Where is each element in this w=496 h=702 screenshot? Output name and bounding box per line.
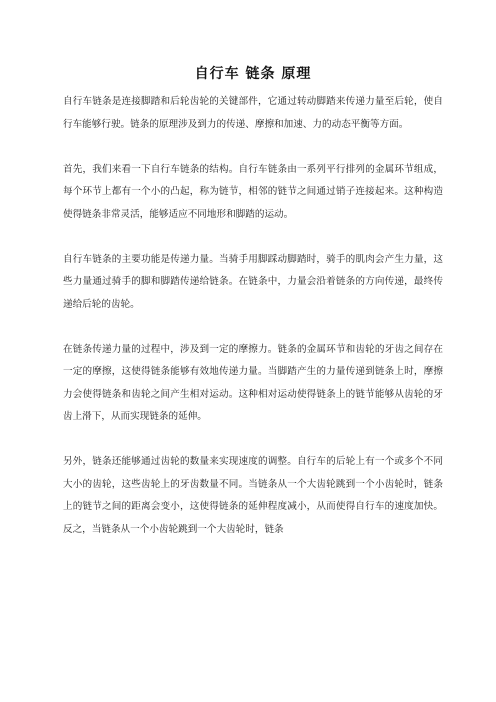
document-title: 自行车 链条 原理 bbox=[194, 66, 312, 82]
paragraph-friction: 在链条传递力量的过程中，涉及到一定的摩擦力。链条的金属环节和齿轮的牙齿之间存在一定的摩擦，这使得链条能够有效地传递力量。当脚踏产生的力量传递到链条上时，摩擦力会使得链条和齿轮之间产生相对运动。这种相对运动使得链条上的链节能够从齿轮的牙齿上滑下，从而实现链条的延伸。 bbox=[63, 343, 443, 422]
paragraph-function: 自行车链条的主要功能是传递力量。当骑手用脚踩动脚踏时，骑手的肌肉会产生力量，这些力量通过骑手的脚和脚踏传递给链条。在链条中，力量会沿着链条的方向传递，最终传递给后轮的齿轮。 bbox=[63, 253, 443, 310]
paragraph-intro: 自行车链条是连接脚踏和后轮齿轮的关键部件，它通过转动脚踏来传递力量至后轮，使自行车能够行驶。链条的原理涉及到力的传递、摩擦和加速、力的动态平衡等方面。 bbox=[63, 96, 443, 130]
paragraph-structure: 首先，我们来看一下自行车链条的结构。自行车链条由一系列平行排列的金属环节组成，每个环节上都有一个小的凸起，称为链节，相邻的链节之间通过销子连接起来。这种构造使得链条非常灵活，能够适应不同地形和脚踏的运动。 bbox=[63, 163, 443, 220]
paragraph-gears: 另外，链条还能够通过齿轮的数量来实现速度的调整。自行车的后轮上有一个或多个不同大小的齿轮，这些齿轮上的牙齿数量不同。当链条从一个大齿轮跳到一个小齿轮时，链条上的链节之间的距离会变小，这使得链条的延伸程度减小，从而使得自行车的速度加快。反之，当链条从一个小齿轮跳到一个大齿轮时，链条 bbox=[63, 456, 443, 535]
